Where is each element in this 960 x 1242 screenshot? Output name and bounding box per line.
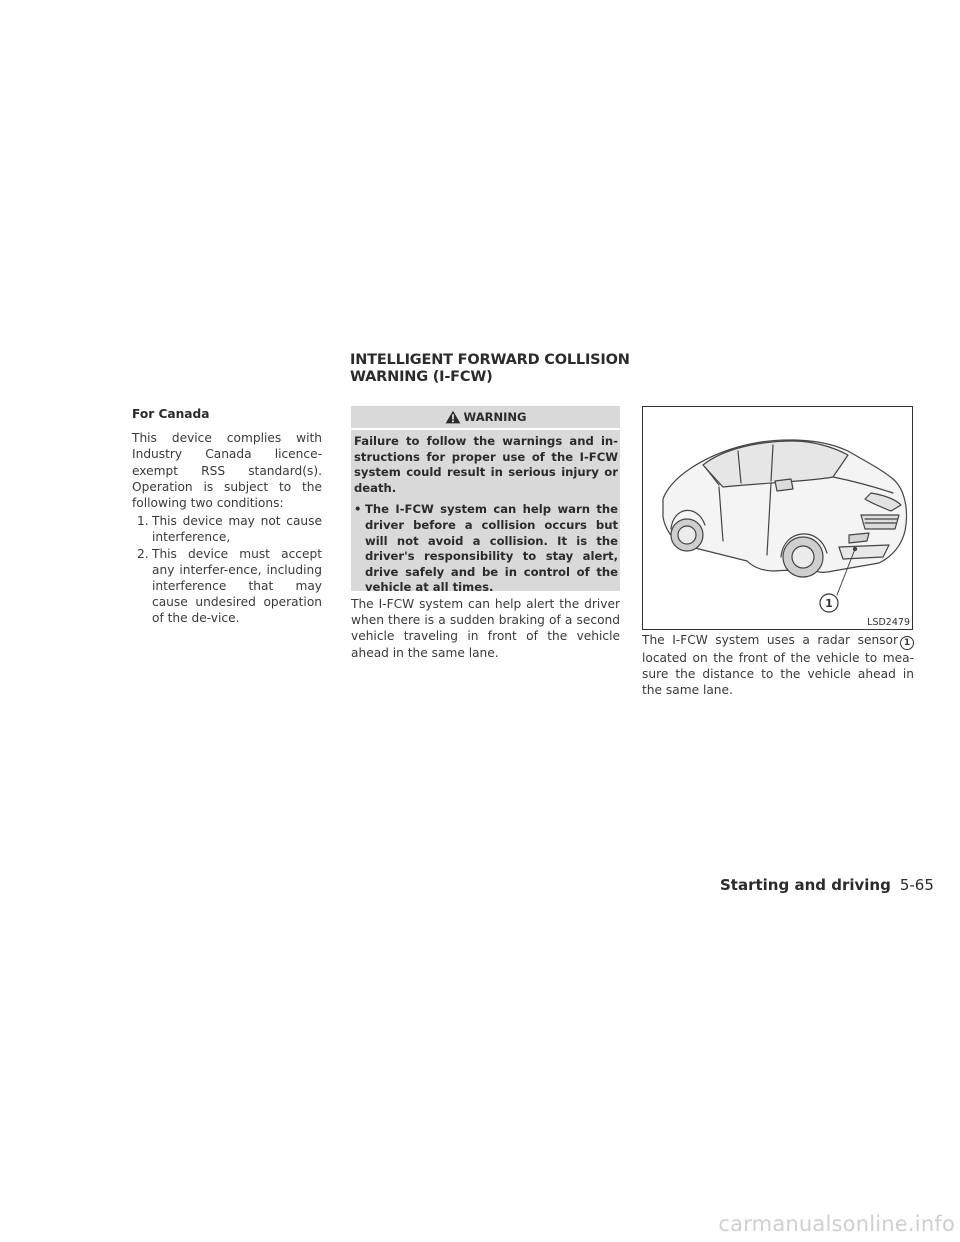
canada-conditions-list xyxy=(132,513,322,626)
canada-section xyxy=(132,406,322,627)
callout-1-inline: 1 xyxy=(900,636,914,650)
car-figure xyxy=(642,406,913,630)
list-item-number: 1. xyxy=(137,514,149,529)
watermark: carmanualsonline.info xyxy=(718,1212,955,1236)
warning-triangle-icon xyxy=(445,410,461,424)
list-item-text: This device must accept any interfer-ence, including interference that may cause undesired operation of the de-vice. xyxy=(152,546,322,626)
list-item xyxy=(132,513,322,545)
warning-body xyxy=(354,434,618,596)
warning-box xyxy=(351,406,620,595)
canada-heading: For Canada xyxy=(132,407,210,421)
warning-bullet-text: The I-FCW system can help warn the driver before a collision occurs but will not avoid a collision. It is the driver's responsibility to stay alert, drive safely and be in control of the vehicle at all times. xyxy=(365,502,618,595)
list-item xyxy=(132,546,322,627)
section-title-line2: WARNING (I-FCW) xyxy=(350,369,493,385)
callout-1-label: 1 xyxy=(825,597,833,610)
section-title xyxy=(350,352,650,386)
warning-lead: Failure to follow the warnings and in-structions for proper use of the I-FCW system could result in serious injury or death. xyxy=(354,434,618,495)
sensor-description xyxy=(642,632,914,699)
sensor-text-after: located on the front of the vehicle to mea-sure the distance to the vehicle ahead in the same lane. xyxy=(642,651,914,698)
section-title-line1: INTELLIGENT FORWARD COLLISION xyxy=(350,352,630,368)
page-number: 5-65 xyxy=(899,876,934,894)
warning-title: WARNING xyxy=(463,410,527,424)
car-illustration xyxy=(643,407,912,629)
warning-header xyxy=(351,406,620,430)
chapter-name: Starting and driving xyxy=(720,876,891,894)
list-item-text: This device may not cause interference, xyxy=(152,514,322,545)
sensor-text-before: The I-FCW system uses a radar sensor xyxy=(642,633,898,647)
page-footer xyxy=(720,876,934,894)
warning-bullet xyxy=(354,502,618,596)
list-item-number: 2. xyxy=(137,546,149,561)
alert-description: The I-FCW system can help alert the driver when there is a sudden braking of a second vehicle traveling in front of the vehicle ahead in the same lane. xyxy=(351,597,620,660)
canada-intro: This device complies with Industry Canada licence-exempt RSS standard(s). Operation is subject to the following two conditions: xyxy=(132,431,322,511)
bullet-dot: • xyxy=(354,502,362,517)
figure-code: LSD2479 xyxy=(867,617,910,628)
